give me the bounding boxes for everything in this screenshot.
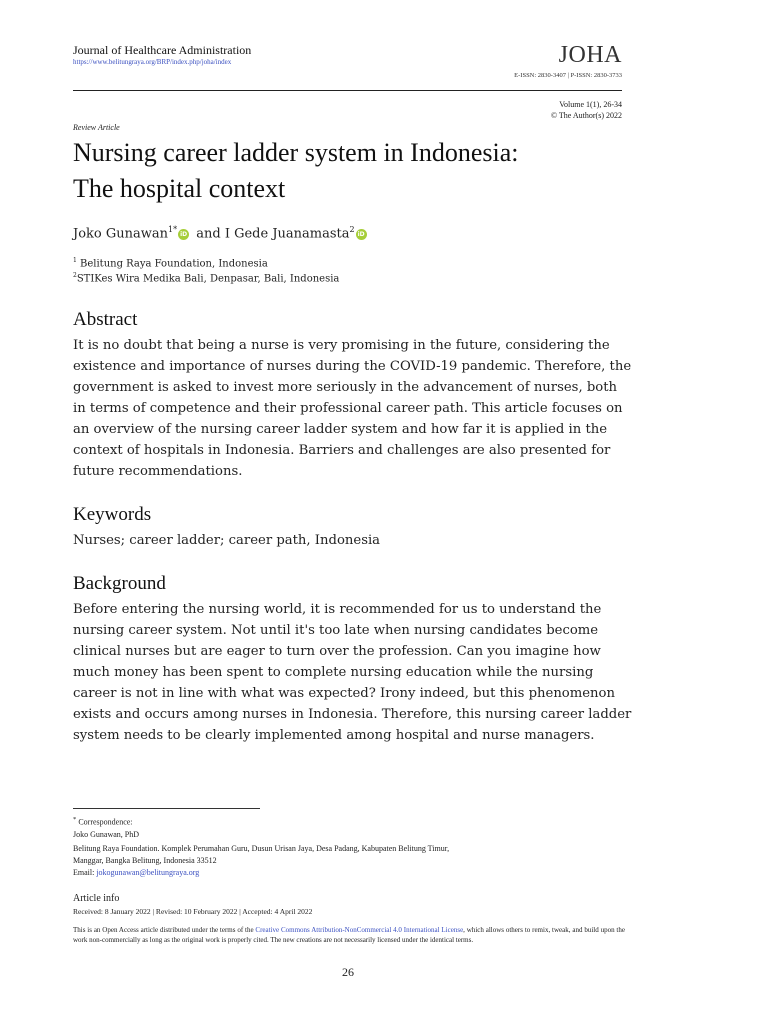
background-heading: Background — [73, 573, 166, 594]
affiliation-2-sup: 2 — [73, 272, 77, 279]
correspondence-address-1: Belitung Raya Foundation. Komplek Perumahan Guru, Dusun Urisan Jaya, Desa Padang, Kabupaten Belitung Timur, — [73, 844, 450, 853]
correspondence-email-row — [73, 867, 199, 879]
license-link[interactable]: Creative Commons Attribution-NonCommercial 4.0 International License — [255, 926, 464, 934]
abstract-text: It is no doubt that being a nurse is very promising in the future, considering the existence and importance of nurses during the COVID-19 pandemic. Therefore, the government is asked to invest more seriously in the advancement of nurses, both in terms of competence and their professional career path. This article focuses on an overview of the nursing career ladder system and how far it is applied in the context of hospitals in Indonesia. Barriers and challenges are also presented for future recommendations. — [73, 338, 632, 479]
journal-name: Journal of Healthcare Administration — [73, 43, 252, 57]
license-statement — [73, 925, 625, 945]
title-line-2: The hospital context — [73, 174, 286, 203]
header-divider — [73, 90, 622, 91]
abstract-heading: Abstract — [73, 309, 138, 330]
title-line-1: Nursing career ladder system in Indonesia: — [73, 138, 519, 167]
correspondence-name: Joko Gunawan, PhD — [73, 830, 139, 839]
license-prefix: This is an Open Access article distributed under the terms of the — [73, 926, 256, 934]
email-label: Email: — [73, 868, 97, 877]
email-link[interactable]: jokogunawan@belitungraya.org — [96, 868, 200, 877]
orcid-icon[interactable]: iD — [180, 231, 188, 239]
correspondence-address-2: Manggar, Bangka Belitung, Indonesia 33512 — [73, 856, 217, 865]
keywords-text: Nurses; career ladder; career path, Indonesia — [73, 533, 381, 548]
article-dates: Received: 8 January 2022 | Revised: 10 February 2022 | Accepted: 4 April 2022 — [73, 907, 313, 916]
author-2-sup: 2 — [349, 225, 355, 234]
article-title — [73, 135, 633, 207]
author-connector: and — [192, 226, 225, 242]
background-text: Before entering the nursing world, it is recommended for us to understand the nursing career system. Not until it's too late when nursing candidates become clinical nurses but are eager to turn over the profession. Can you imagine how much money has been spent to complete nursing education while the nursing career is not in line with what was expected? Irony indeed, but this phenomenon exists and occurs among nurses in Indonesia. Therefore, this nursing career ladder system needs to be clearly implemented among hospital and nurse managers. — [73, 602, 632, 743]
author-1-sup: 1* — [168, 225, 178, 234]
article-type: Review Article — [73, 123, 120, 132]
page-number: 26 — [342, 965, 354, 979]
license-suffix: , which allows others to remix, tweak, and build upon the work non-commercially as long as the original work is properly cited. The new creations are not necessarily licensed under the identical terms. — [73, 926, 625, 944]
correspondence-label — [73, 814, 133, 828]
author-list — [73, 225, 370, 241]
keywords-heading: Keywords — [73, 504, 152, 525]
orcid-icon[interactable]: iD — [357, 231, 365, 239]
affiliation-2 — [73, 272, 339, 284]
footnote-star: * — [73, 816, 77, 823]
correspondence-text: Correspondence: — [76, 817, 133, 827]
affiliation-1-sup: 1 — [73, 257, 77, 264]
journal-abbreviation: JOHA — [558, 42, 622, 68]
author-2-name[interactable]: I Gede Juanamasta — [224, 226, 350, 242]
copyright-info: © The Author(s) 2022 — [550, 111, 622, 120]
affiliation-1-text: Belitung Raya Foundation, Indonesia — [76, 258, 268, 270]
article-info-heading: Article info — [73, 893, 120, 904]
footnote-divider — [73, 808, 260, 809]
journal-issn: E-ISSN: 2830-3407 | P-ISSN: 2830-3733 — [514, 72, 622, 79]
volume-info: Volume 1(1), 26-34 — [559, 100, 622, 109]
journal-url-link[interactable]: https://www.belitungraya.org/BRP/index.php/joha/index — [73, 58, 232, 66]
author-1-name[interactable]: Joko Gunawan — [73, 226, 169, 242]
affiliation-2-text: STIKes Wira Medika Bali, Denpasar, Bali, Indonesia — [76, 273, 340, 285]
affiliation-1 — [73, 257, 268, 269]
